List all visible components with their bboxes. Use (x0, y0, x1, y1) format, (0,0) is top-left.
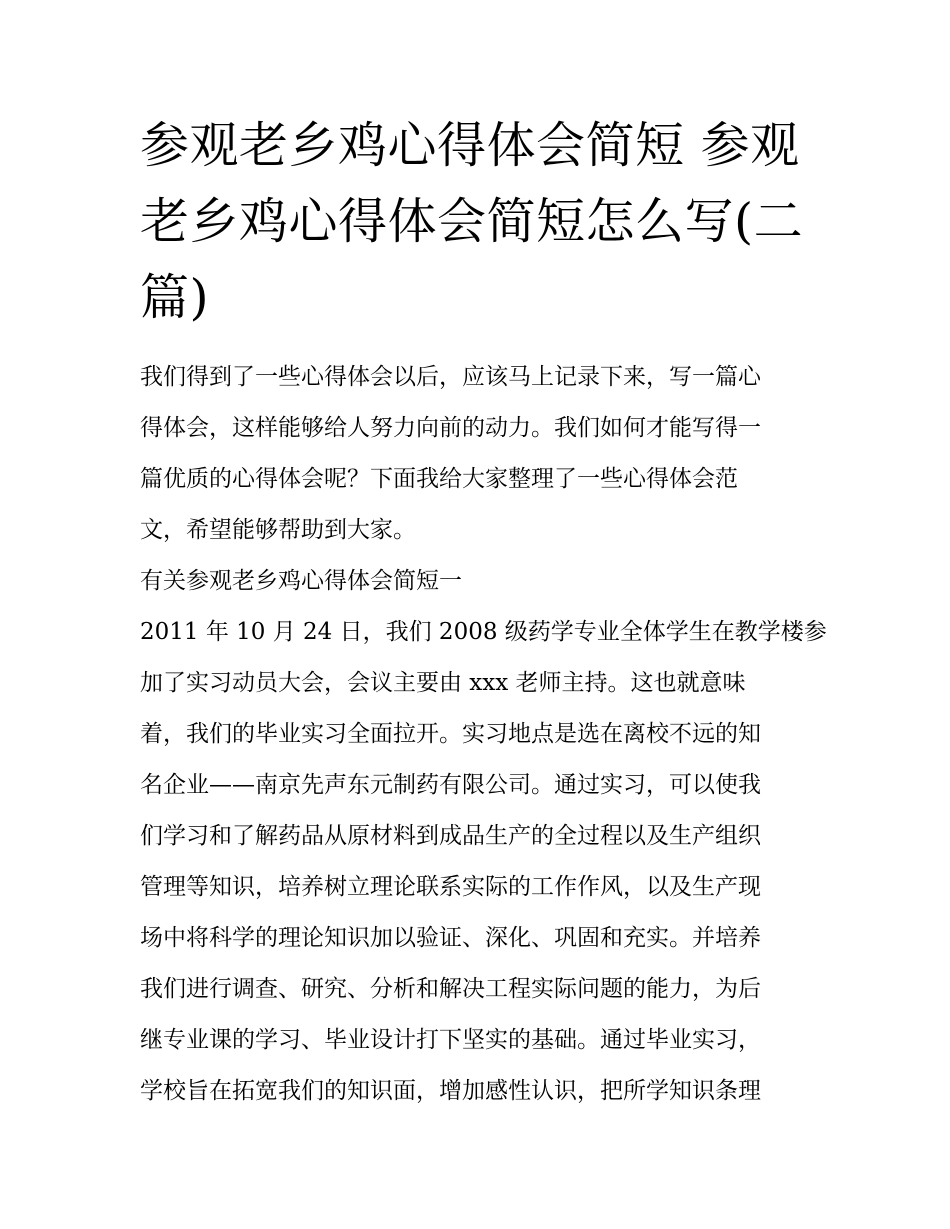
document-title (140, 108, 812, 336)
body-line: 2011 年 10 月 24 日，我们 2008 级药学专业全体学生在教学楼参 (140, 619, 827, 645)
intro-line: 文，希望能够帮助到大家。 (140, 517, 416, 543)
body-line: 学校旨在拓宽我们的知识面，增加感性认识，把所学知识条理 (140, 1078, 761, 1104)
body-line: 加了实习动员大会，会议主要由 xxx 老师主持。这也就意味 (140, 670, 746, 696)
intro-line: 得体会，这样能够给人努力向前的动力。我们如何才能写得一 (140, 415, 761, 441)
document-page (140, 108, 827, 1117)
body-paragraph (140, 607, 827, 1117)
body-line: 我们进行调查、研究、分析和解决工程实际问题的能力，为后 (140, 976, 761, 1002)
body-line: 场中将科学的理论知识加以验证、深化、巩固和充实。并培养 (140, 925, 761, 951)
body-line: 管理等知识，培养树立理论联系实际的工作作风，以及生产现 (140, 874, 761, 900)
intro-line: 我们得到了一些心得体会以后，应该马上记录下来，写一篇心 (140, 364, 761, 390)
section-heading: 有关参观老乡鸡心得体会简短一 (140, 568, 462, 594)
title-line: 参观老乡鸡心得体会简短 参观 (140, 117, 800, 174)
intro-line: 篇优质的心得体会呢？下面我给大家整理了一些心得体会范 (140, 466, 738, 492)
title-line: 老乡鸡心得体会简短怎么写(二 (140, 193, 804, 250)
body-line: 着，我们的毕业实习全面拉开。实习地点是选在离校不远的知 (140, 721, 761, 747)
title-line: 篇) (140, 269, 210, 326)
body-line: 名企业——南京先声东元制药有限公司。通过实习，可以使我 (140, 772, 761, 798)
body-line: 们学习和了解药品从原材料到成品生产的全过程以及生产组织 (140, 823, 761, 849)
body-line: 继专业课的学习、毕业设计打下坚实的基础。通过毕业实习， (140, 1027, 761, 1053)
intro-paragraph (140, 352, 812, 556)
